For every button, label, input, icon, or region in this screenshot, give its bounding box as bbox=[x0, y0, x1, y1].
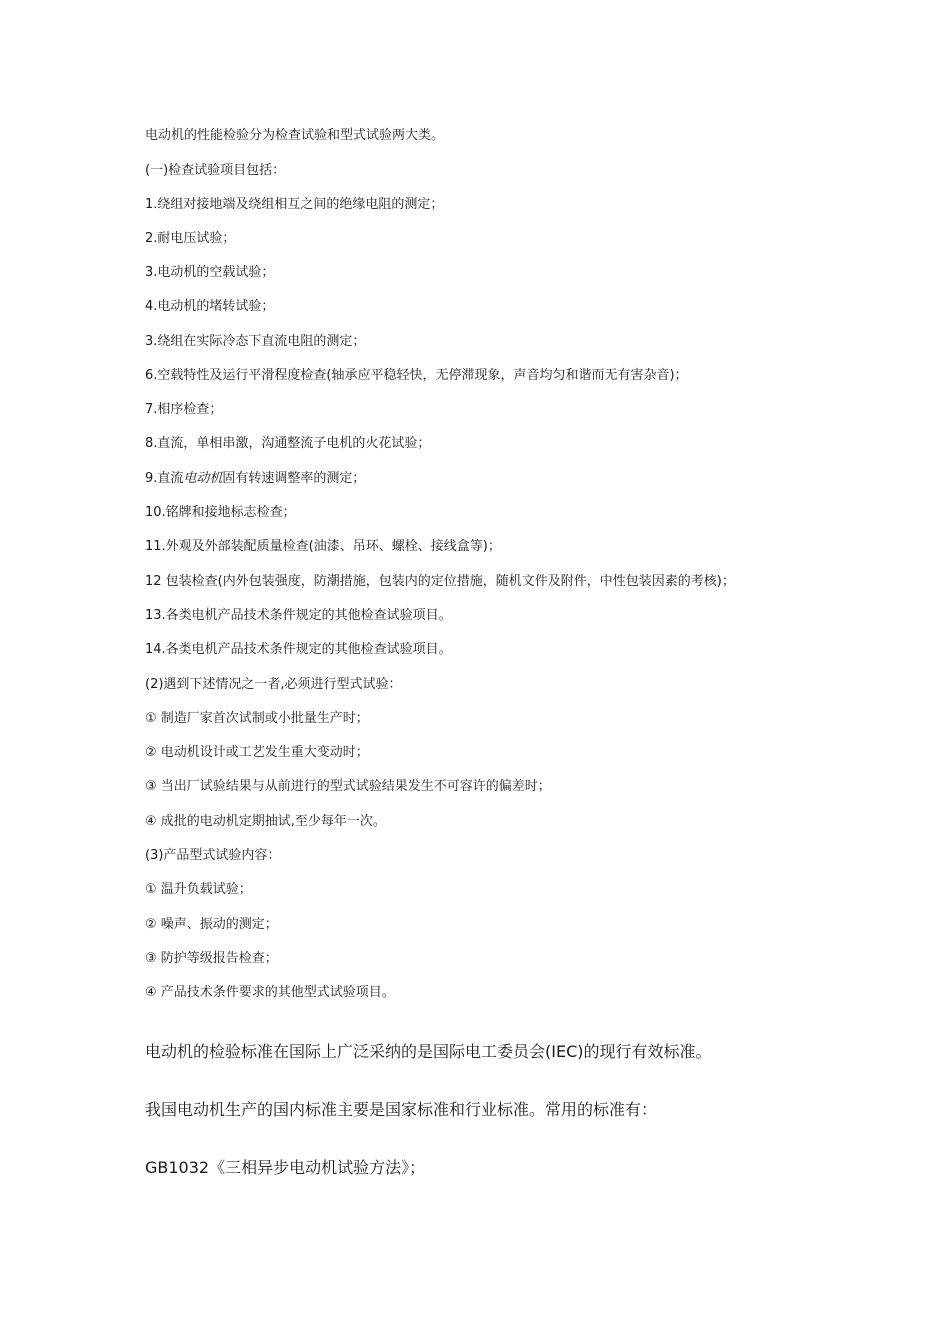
list-item: 13.各类电机产品技术条件规定的其他检查试验项目。 bbox=[145, 608, 452, 623]
list-item: 8.直流，单相串激，沟通整流子电机的火花试验； bbox=[145, 436, 431, 451]
list-item-text: 9.直流 bbox=[145, 471, 184, 486]
list-item: ① 制造厂家首次试制或小批量生产时； bbox=[145, 711, 369, 726]
list-item-text: 固有转速调整率的测定； bbox=[222, 471, 366, 486]
national-standard-paragraph: 我国电动机生产的国内标准主要是国家标准和行业标准。常用的标准有： bbox=[145, 1100, 658, 1119]
italic-term: 电动机 bbox=[183, 471, 223, 486]
list-item: ③ 防护等级报告检查； bbox=[145, 951, 278, 966]
list-item: 3.绕组在实际冷态下直流电阻的测定； bbox=[145, 334, 366, 349]
list-item: 4.电动机的堵转试验； bbox=[145, 299, 275, 314]
list-item: ④ 产品技术条件要求的其他型式试验项目。 bbox=[145, 985, 395, 1000]
list-item: 10.铭牌和接地标志检查； bbox=[145, 505, 296, 520]
list-item: ② 噪声、振动的测定； bbox=[145, 917, 278, 932]
list-item: 14.各类电机产品技术条件规定的其他检查试验项目。 bbox=[145, 642, 452, 657]
section-heading-inspection: (一)检查试验项目包括： bbox=[145, 163, 286, 178]
list-item: 7.相序检查； bbox=[145, 402, 223, 417]
list-item: 6.空载特性及运行平滑程度检查(轴承应平稳轻快，无停滞现象，声音均匀和谐而无有害杂音)； bbox=[145, 368, 688, 383]
list-item bbox=[145, 470, 365, 488]
iec-standard-paragraph: 电动机的检验标准在国际上广泛采纳的是国际电工委员会(IEC)的现行有效标准。 bbox=[145, 1042, 712, 1061]
list-item: 12 包装检查(内外包装强度，防潮措施，包装内的定位措施，随机文件及附件，中性包装因素的考核)； bbox=[145, 574, 735, 589]
list-item: ④ 成批的电动机定期抽试,至少每年一次。 bbox=[145, 814, 386, 829]
intro-paragraph: 电动机的性能检验分为检查试验和型式试验两大类。 bbox=[145, 128, 445, 143]
gb-standard-paragraph: GB1032《三相异步电动机试验方法》； bbox=[145, 1158, 426, 1177]
list-item: 2.耐电压试验； bbox=[145, 231, 236, 246]
list-item: ③ 当出厂试验结果与从前进行的型式试验结果发生不可容许的偏差时； bbox=[145, 779, 551, 794]
list-item: 3.电动机的空载试验； bbox=[145, 265, 275, 280]
section-heading-type-test-conditions: (2)遇到下述情况之一者,必须进行型式试验： bbox=[145, 677, 402, 692]
list-item: ② 电动机设计或工艺发生重大变动时； bbox=[145, 745, 369, 760]
list-item: ① 温升负载试验； bbox=[145, 882, 252, 897]
section-heading-type-test-content: (3)产品型式试验内容： bbox=[145, 848, 281, 863]
list-item: 11.外观及外部装配质量检查(油漆、吊环、螺栓、接线盒等)； bbox=[145, 539, 501, 554]
list-item: 1.绕组对接地端及绕组相互之间的绝缘电阻的测定； bbox=[145, 197, 444, 212]
